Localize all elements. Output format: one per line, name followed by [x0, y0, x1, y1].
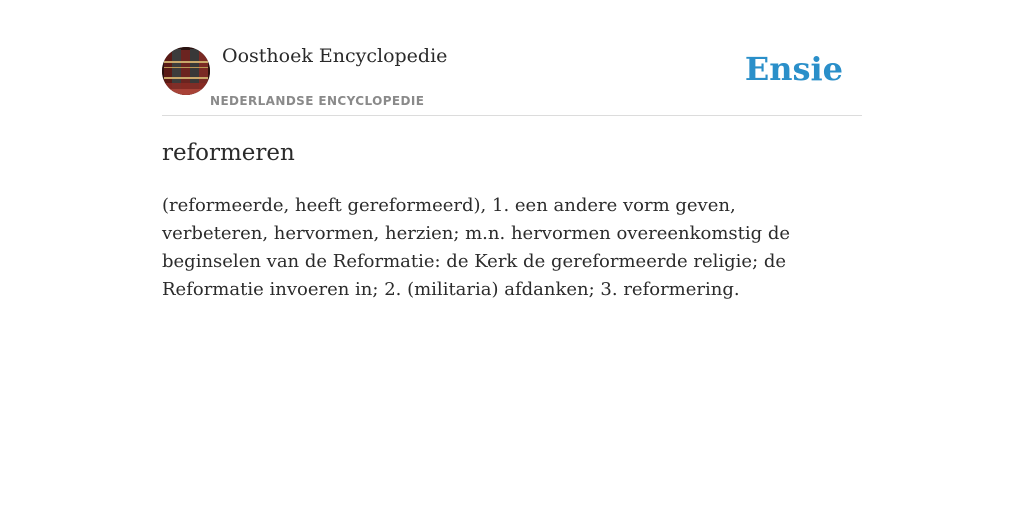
site-subtitle: NEDERLANDSE ENCYCLOPEDIE [210, 94, 425, 108]
page-container [162, 0, 862, 512]
entry-definition: (reformeerde, heeft gereformeerd), 1. een andere vorm geven, verbeteren, hervormen, herzien; m.n. hervormen overeenkomstig de beginselen van de Reformatie: de Kerk de gereformeerde religie; de Reformatie invoeren in; 2. (militaria) afdanken; 3. reformering. [162, 195, 791, 300]
site-header [162, 0, 862, 116]
site-title[interactable]: Oosthoek Encyclopedie [222, 45, 448, 67]
ensie-logo[interactable]: Ensie [744, 50, 843, 88]
encyclopedia-books-icon[interactable] [162, 47, 210, 95]
entry-title: reformeren [162, 140, 295, 166]
